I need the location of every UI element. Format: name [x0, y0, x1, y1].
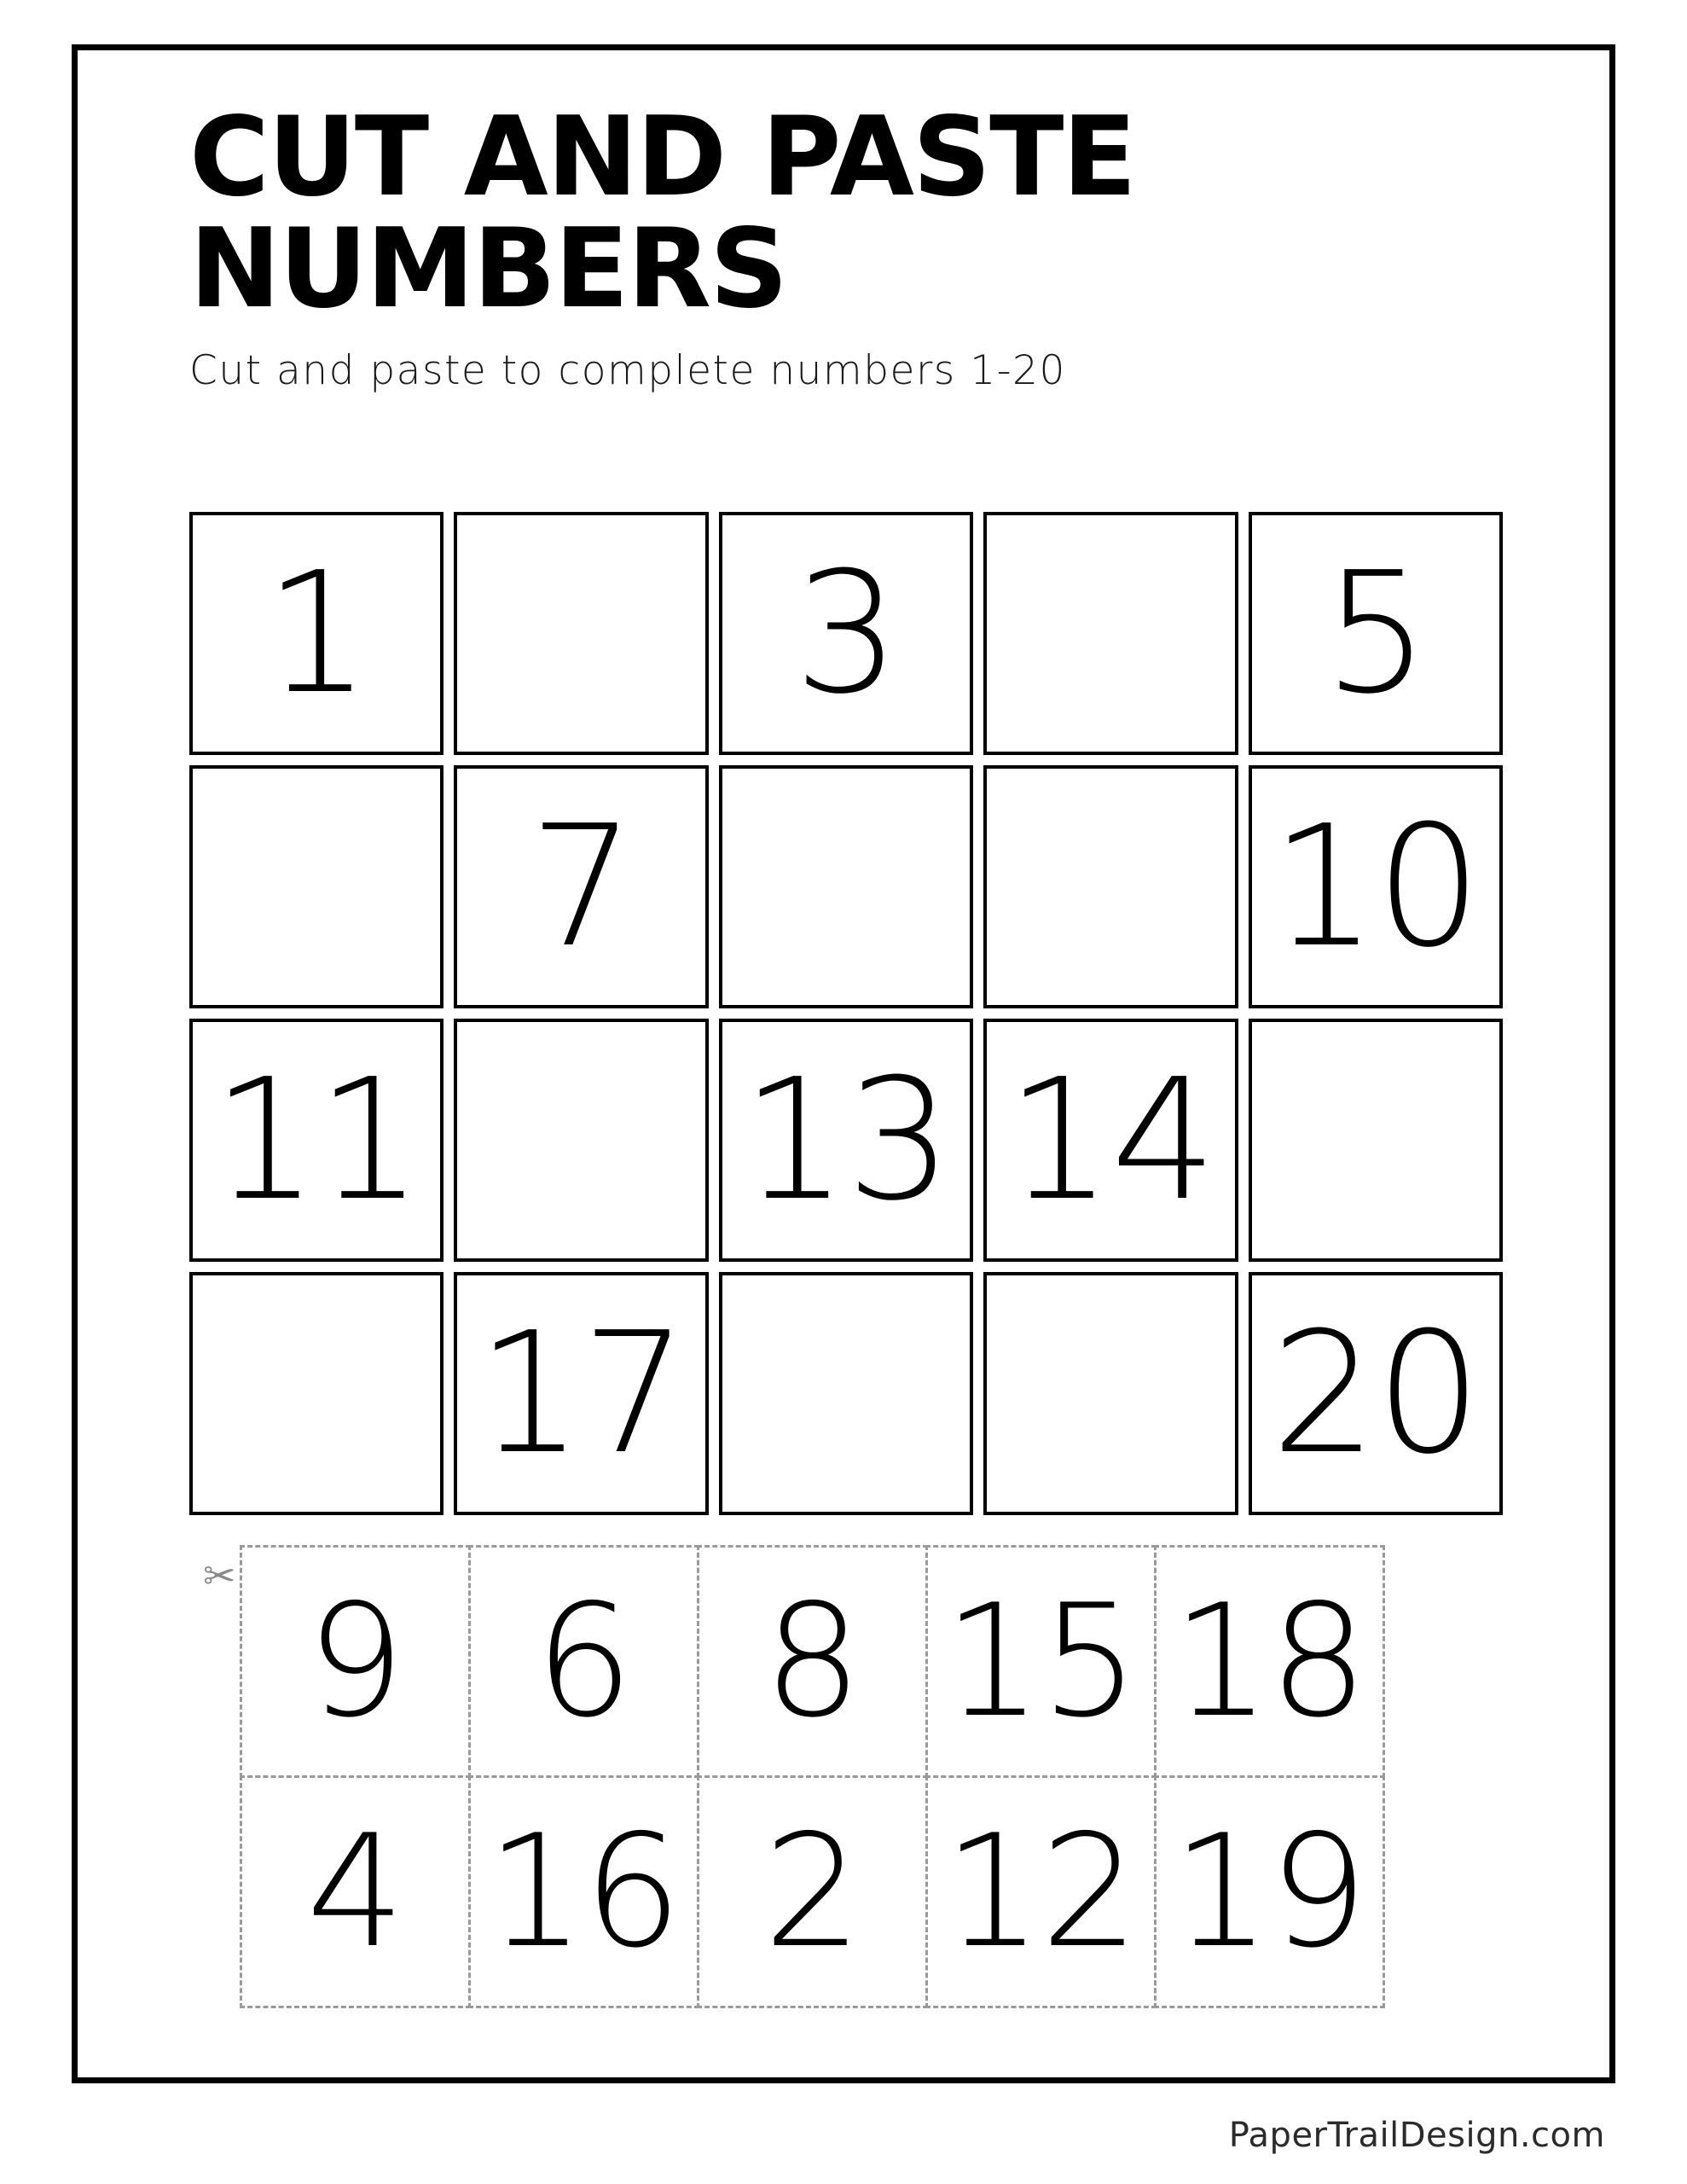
- header-block: [189, 94, 1503, 395]
- cutout-cell[interactable]: [240, 1545, 471, 1778]
- cutout-cell-value: 2: [763, 1801, 861, 1982]
- grid-cell[interactable]: [1249, 765, 1503, 1008]
- grid-cell-value: 1: [264, 536, 369, 731]
- grid-cell-value: 17: [476, 1296, 687, 1491]
- grid-cell[interactable]: [454, 1272, 708, 1515]
- cutout-cell-value: 12: [943, 1801, 1138, 1982]
- cutout-cell[interactable]: [1154, 1545, 1385, 1778]
- grid-cell[interactable]: [983, 1019, 1238, 1262]
- grid-cell-value: 20: [1271, 1296, 1481, 1491]
- cutout-cell-value: 18: [1172, 1571, 1366, 1751]
- grid-cell[interactable]: [1249, 512, 1503, 755]
- cutout-cell[interactable]: [697, 1775, 928, 2008]
- grid-cell-value: 13: [741, 1043, 951, 1238]
- grid-cell-value: 14: [1006, 1043, 1216, 1238]
- grid-cell[interactable]: [719, 765, 973, 1008]
- grid-cell[interactable]: [1249, 1272, 1503, 1515]
- page-title-line2: NUMBERS: [189, 205, 787, 333]
- cutout-cell[interactable]: [468, 1775, 699, 2008]
- grid-cell[interactable]: [983, 1272, 1238, 1515]
- cutout-strip: [189, 1546, 1383, 2007]
- grid-cell-value: 11: [212, 1043, 421, 1238]
- grid-cell[interactable]: [189, 1272, 443, 1515]
- grid-cell[interactable]: [719, 512, 973, 755]
- grid-cell[interactable]: [189, 765, 443, 1008]
- grid-cell-value: 5: [1323, 536, 1429, 731]
- grid-cell-value: 7: [529, 789, 634, 985]
- scissors-icon: ✂: [203, 1554, 236, 1598]
- grid-cell[interactable]: [983, 765, 1238, 1008]
- grid-cell[interactable]: [454, 512, 708, 755]
- grid-cell-value: 3: [793, 536, 899, 731]
- grid-cell[interactable]: [719, 1272, 973, 1515]
- grid-cell[interactable]: [454, 1019, 708, 1262]
- grid-cell[interactable]: [1249, 1019, 1503, 1262]
- grid-cell[interactable]: [454, 765, 708, 1008]
- cutout-cell[interactable]: [925, 1545, 1157, 1778]
- cutout-cell-value: 8: [763, 1571, 861, 1751]
- page-subtitle: Cut and paste to complete numbers 1-20: [189, 347, 1066, 395]
- cutout-cell[interactable]: [697, 1545, 928, 1778]
- cutout-cell-value: 16: [486, 1801, 681, 1982]
- cutout-cell[interactable]: [925, 1775, 1157, 2008]
- grid-cell[interactable]: [983, 512, 1238, 755]
- cutout-grid: [241, 1546, 1383, 2007]
- cutout-cell[interactable]: [468, 1545, 699, 1778]
- page-title: [189, 94, 1503, 333]
- cutout-cell-value: 19: [1172, 1801, 1366, 1982]
- cutout-cell-value: 15: [943, 1571, 1138, 1751]
- grid-cell[interactable]: [189, 1019, 443, 1262]
- page-title-line1: CUT AND PASTE: [189, 94, 1135, 221]
- footer-credit: PaperTrailDesign.com: [1228, 2116, 1605, 2155]
- cutout-cell[interactable]: [240, 1775, 471, 2008]
- cutout-cell-value: 9: [306, 1571, 403, 1751]
- grid-cell[interactable]: [189, 512, 443, 755]
- number-grid: [189, 512, 1503, 1515]
- grid-cell[interactable]: [719, 1019, 973, 1262]
- grid-cell-value: 10: [1271, 789, 1481, 985]
- cutout-cell-value: 6: [535, 1571, 632, 1751]
- cutout-cell[interactable]: [1154, 1775, 1385, 2008]
- cutout-cell-value: 4: [306, 1801, 403, 1982]
